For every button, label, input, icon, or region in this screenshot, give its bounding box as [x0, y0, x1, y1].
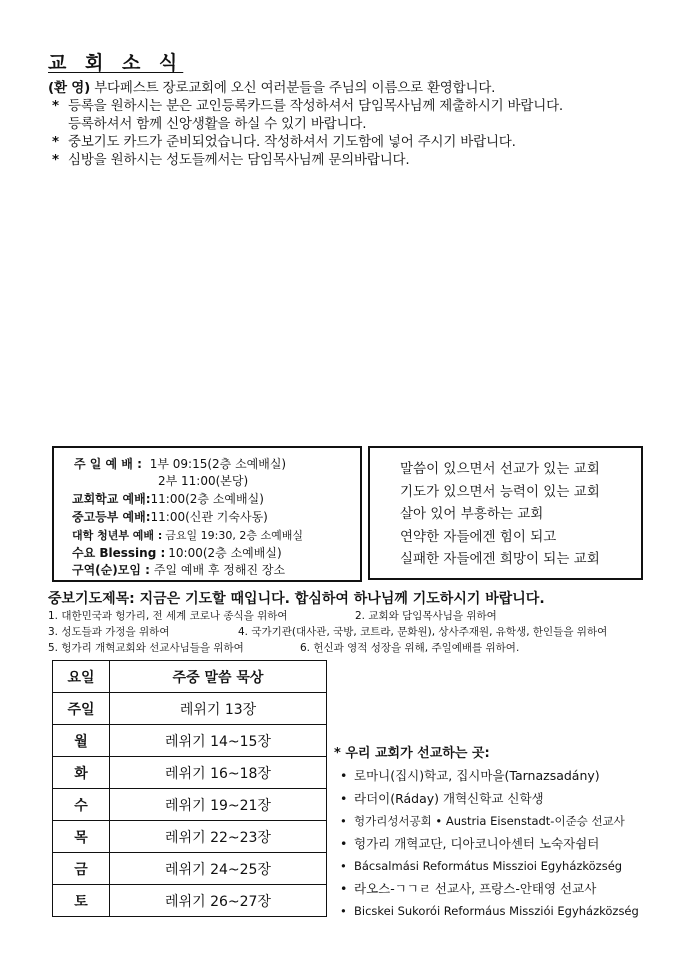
column-header-reading: 주중 말씀 묵상 — [110, 661, 327, 693]
youth-service-label: 중고등부 예배: — [72, 510, 151, 524]
day-cell: 주일 — [53, 693, 110, 725]
prayer-description: 지금은 기도할 때입니다. 합심하여 하나님께 기도하시기 바랍니다. — [139, 591, 545, 607]
college-service-label: 대학 청년부 예배 : — [72, 529, 163, 542]
day-cell: 금 — [53, 853, 110, 885]
motto-line: 기도가 있으면서 능력이 있는 교회 — [400, 483, 600, 500]
table-row — [53, 853, 327, 885]
mission-title: * 우리 교회가 선교하는 곳: — [334, 746, 490, 761]
college-service-row — [72, 527, 303, 545]
list-item — [340, 765, 639, 788]
bullet: • — [340, 790, 348, 806]
sunday-service-label: 주 일 예 배 : — [74, 457, 142, 471]
list-item — [340, 833, 639, 856]
bullet: • — [340, 904, 347, 918]
news-item — [52, 94, 563, 114]
prayer-item: 6. 헌신과 영적 성장을 위해, 주일예배를 위하여. — [300, 642, 520, 654]
prayer-item: 1. 대한민국과 헝가리, 전 세계 코로나 종식을 위하여 — [48, 610, 288, 622]
cell-meeting-row — [72, 562, 285, 580]
star-bullet: * — [52, 98, 59, 114]
welcome-line — [48, 76, 495, 96]
list-item — [340, 855, 639, 878]
sunday-service-first: 1부 09:15(2층 소예배실) — [149, 457, 287, 471]
bullet: • — [340, 835, 348, 851]
cell-meeting-label: 구역(순)모임 : — [72, 563, 150, 577]
column-header-day: 요일 — [53, 661, 110, 693]
star-bullet: * — [52, 134, 59, 150]
weekly-reading-table — [52, 660, 327, 917]
church-motto-box — [368, 446, 643, 580]
list-item — [340, 900, 639, 923]
youth-service-value: 11:00(신관 기숙사동) — [150, 510, 268, 524]
bullet: • — [340, 768, 348, 783]
table-header-row — [53, 661, 327, 693]
welcome-label: (환 영) — [48, 80, 91, 96]
reading-cell: 레위기 22~23장 — [110, 821, 327, 853]
reading-cell: 레위기 24~25장 — [110, 853, 327, 885]
college-service-value: 금요일 19:30, 2층 소예배실 — [165, 529, 303, 542]
news-item-text: 중보기도 카드가 준비되었습니다. 작성하셔서 기도함에 넣어 주시기 바랍니다. — [68, 134, 516, 150]
wednesday-service-row — [72, 545, 282, 563]
sunday-service-row — [74, 456, 286, 474]
table-row — [53, 725, 327, 757]
day-cell: 수 — [53, 789, 110, 821]
bullet: • — [340, 814, 347, 828]
wednesday-service-value: 10:00(2층 소예배실) — [168, 546, 282, 560]
motto-line: 실패한 자들에겐 희망이 되는 교회 — [400, 551, 600, 567]
list-item — [340, 878, 639, 901]
reading-cell: 레위기 19~21장 — [110, 789, 327, 821]
mission-item-text: 라오스-ㄱㄱㄹ 선교사, 프랑스-안태영 선교사 — [354, 880, 597, 896]
motto-line: 살아 있어 부흥하는 교회 — [400, 506, 544, 522]
list-item — [340, 788, 639, 811]
table-row — [53, 789, 327, 821]
prayer-item: 3. 성도들과 가정을 위하여 — [48, 626, 170, 638]
bullet: • — [340, 859, 347, 873]
mission-item-text: 헝가리성서공회 • Austria Eisenstadt-이준승 선교사 — [354, 814, 625, 828]
mission-list — [340, 765, 639, 923]
reading-cell: 레위기 14~15장 — [110, 725, 327, 757]
prayer-item: 2. 교회와 담임목사님을 위하여 — [355, 610, 497, 622]
mission-item-text: Bicskei Sukorói Reformáus Missziói Egyházközség — [354, 904, 639, 918]
wednesday-service-label: 수요 Blessing : — [72, 546, 166, 560]
reading-cell: 레위기 13장 — [110, 693, 327, 725]
news-item — [52, 130, 516, 150]
day-cell: 화 — [53, 757, 110, 789]
news-item-text: 심방을 원하시는 성도들께서는 담임목사님께 문의바랍니다. — [68, 152, 410, 168]
prayer-heading — [48, 588, 545, 608]
school-service-label: 교회학교 예배: — [72, 492, 151, 506]
news-item-text: 등록을 원하시는 분은 교인등록카드를 작성하셔서 담임목사님께 제출하시기 바랍니다. — [68, 98, 564, 114]
news-item — [68, 112, 366, 132]
reading-cell: 레위기 26~27장 — [110, 885, 327, 917]
motto-list — [400, 458, 600, 571]
welcome-text: 부다페스트 장로교회에 오신 여러분들을 주님의 이름으로 환영합니다. — [94, 80, 496, 96]
youth-service-row — [72, 509, 268, 527]
reading-cell: 레위기 16~18장 — [110, 757, 327, 789]
school-service-value: 11:00(2층 소예배실) — [150, 492, 264, 506]
table-row — [53, 693, 327, 725]
motto-line: 말씀이 있으면서 선교가 있는 교회 — [400, 461, 600, 477]
prayer-item: 5. 헝가리 개혁교회와 선교사님들을 위하여 — [48, 642, 244, 654]
mission-item-text: 헝가리 개혁교단, 디아코니아센터 노숙자쉼터 — [354, 835, 600, 851]
table-row — [53, 757, 327, 789]
day-cell: 토 — [53, 885, 110, 917]
news-title: 교 회 소 식 — [48, 52, 184, 74]
sunday-service-second: 2부 11:00(본당) — [158, 474, 249, 488]
cell-meeting-value: 주일 예배 후 정해진 장소 — [153, 563, 286, 577]
day-cell: 월 — [53, 725, 110, 757]
news-item-text: 등록하셔서 함께 신앙생활을 하실 수 있기 바랍니다. — [68, 116, 367, 132]
bullet: • — [340, 880, 348, 896]
prayer-title: 중보기도제목: — [48, 591, 135, 607]
star-bullet: * — [52, 152, 59, 168]
service-schedule-box — [52, 446, 362, 582]
mission-item-text: 로마니(집시)학교, 집시마을(Tarnazsadány) — [354, 768, 600, 783]
news-item — [52, 148, 409, 168]
table-row — [53, 885, 327, 917]
day-cell: 목 — [53, 821, 110, 853]
prayer-item: 4. 국가기관(대사관, 국방, 코트라, 문화원), 상사주재원, 유학생, 한인들을 위하여 — [238, 626, 608, 638]
list-item — [340, 810, 639, 833]
table-row — [53, 821, 327, 853]
motto-line: 연약한 자들에겐 힘이 되고 — [400, 528, 557, 545]
mission-item-text: 라더이(Ráday) 개혁신학교 신학생 — [354, 790, 544, 806]
mission-item-text: Bácsalmási Református Misszioi Egyházközség — [354, 859, 623, 873]
school-service-row — [72, 491, 264, 509]
